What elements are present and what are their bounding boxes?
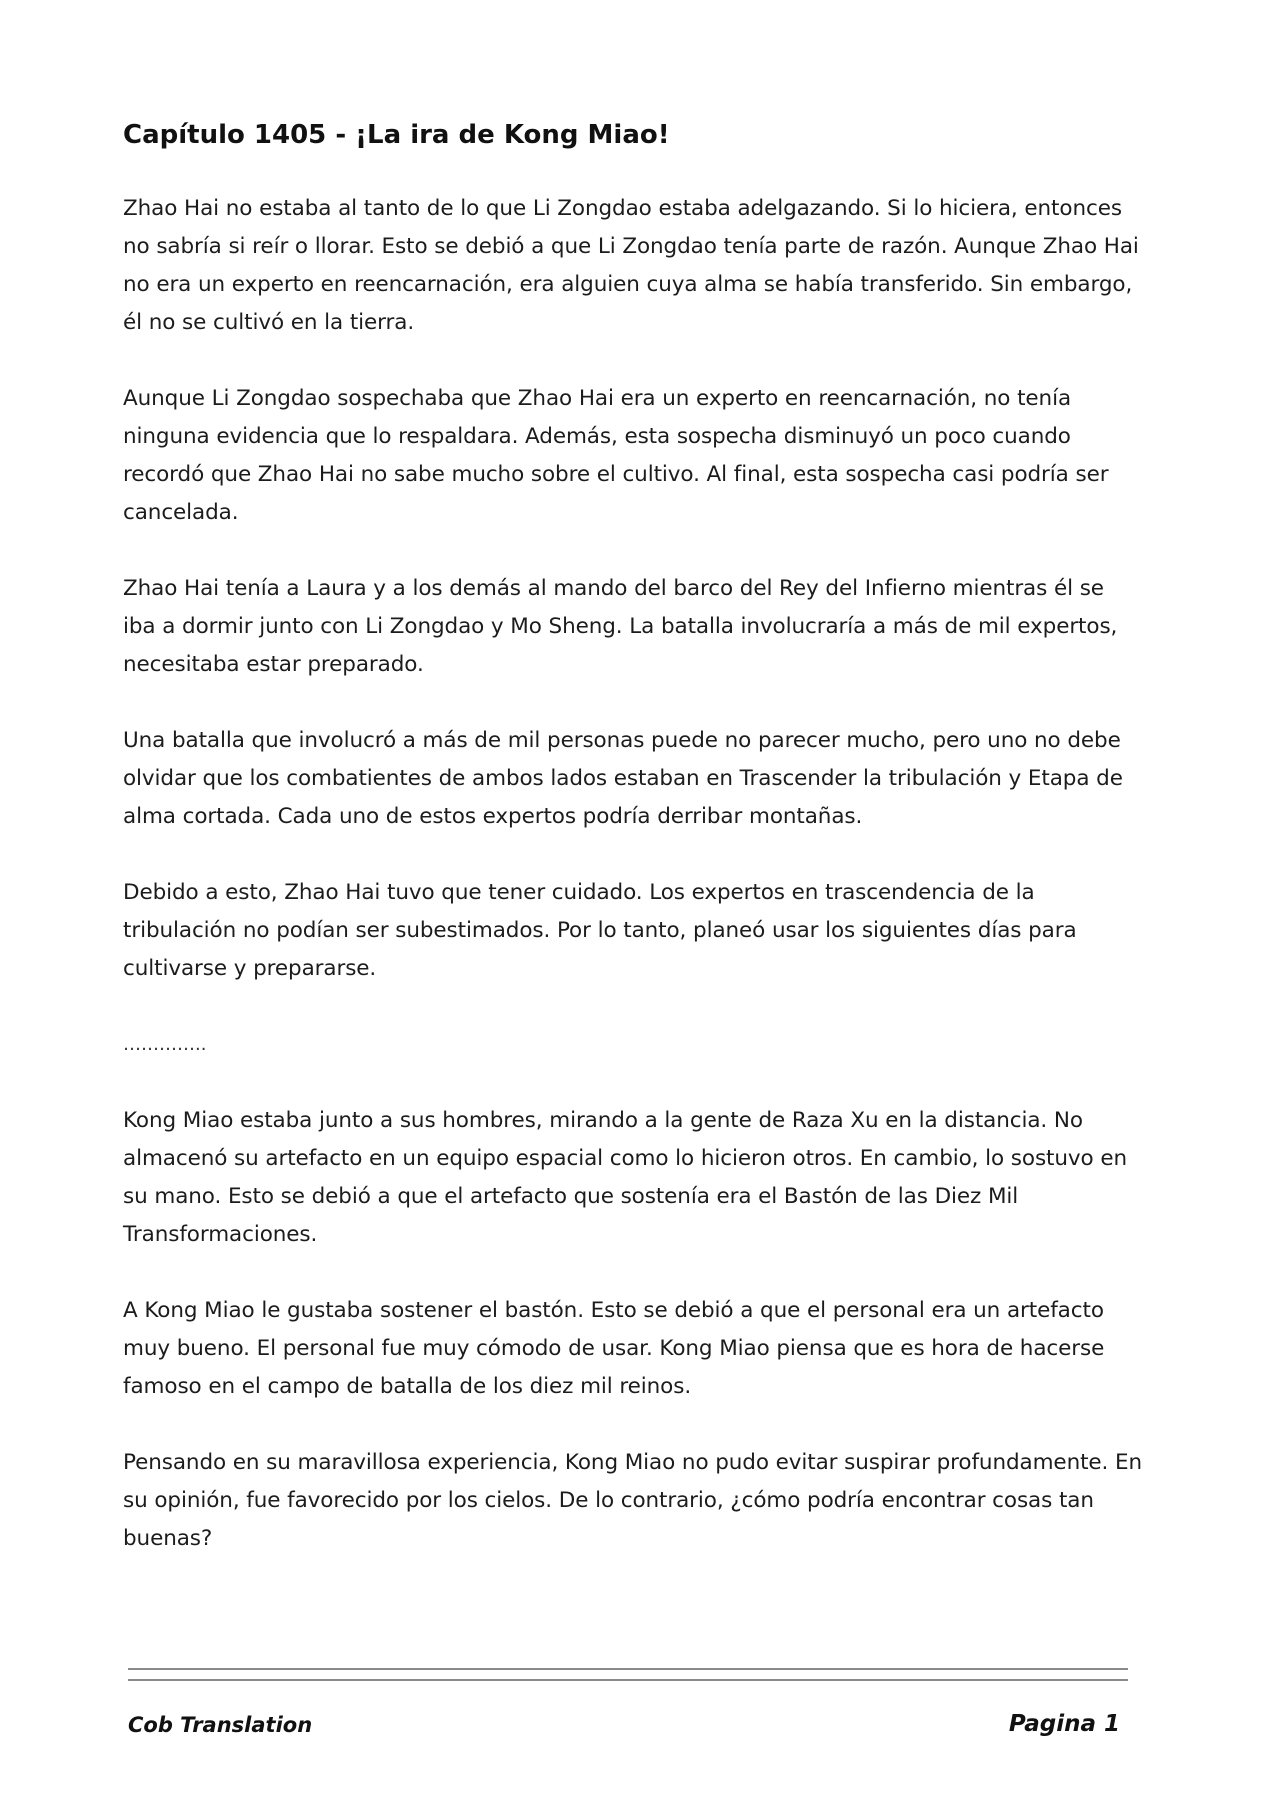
paragraph: Aunque Li Zongdao sospechaba que Zhao Hai era un experto en reencarnación, no tenía ninguna evidencia que lo respaldara. Además, esta sospecha disminuyó un poco cuando recordó que Zhao Hai no sabe mucho sobre el cultivo. Al final, esta sospecha casi podría ser cancelada. [123,386,1109,525]
document-body [123,118,1143,1596]
paragraph: Zhao Hai tenía a Laura y a los demás al mando del barco del Rey del Infierno mientras él se iba a dormir junto con Li Zongdao y Mo Sheng. La batalla involucraría a más de mil expertos, necesitaba estar preparado. [123,576,1118,677]
footer-rule-bottom [128,1679,1128,1681]
paragraph: Debido a esto, Zhao Hai tuvo que tener cuidado. Los expertos en trascendencia de la tribulación no podían ser subestimados. Por lo tanto, planeó usar los siguientes días para cultivarse y prepararse. [123,880,1077,981]
paragraph: Una batalla que involucró a más de mil personas puede no parecer mucho, pero uno no debe olvidar que los combatientes de ambos lados estaban en Trascender la tribulación y Etapa de alma cortada. Cada uno de estos expertos podría derribar montañas. [123,728,1123,829]
footer-translator: Cob Translation [128,1713,313,1737]
footer-rule-top [128,1668,1128,1670]
paragraph: Pensando en su maravillosa experiencia, Kong Miao no pudo evitar suspirar profundamente. En su opinión, fue favorecido por los cielos. De lo contrario, ¿cómo podría encontrar cosas tan buenas? [123,1450,1143,1551]
paragraph: A Kong Miao le gustaba sostener el bastón. Esto se debió a que el personal era un artefacto muy bueno. El personal fue muy cómodo de usar. Kong Miao piensa que es hora de hacerse famoso en el campo de batalla de los diez mil reinos. [123,1298,1105,1399]
footer-divider [128,1668,1128,1690]
section-separator: ………….. [123,1034,207,1055]
footer-page-number: Pagina 1 [1008,1711,1120,1737]
chapter-title: Capítulo 1405 - ¡La ira de Kong Miao! [123,120,670,150]
paragraph: Kong Miao estaba junto a sus hombres, mirando a la gente de Raza Xu en la distancia. No almacenó su artefacto en un equipo espacial como lo hicieron otros. En cambio, lo sostuvo en su mano. Esto se debió a que el artefacto que sostenía era el Bastón de las Diez Mil Transformaciones. [123,1108,1127,1247]
paragraph: Zhao Hai no estaba al tanto de lo que Li Zongdao estaba adelgazando. Si lo hiciera, entonces no sabría si reír o llorar. Esto se debió a que Li Zongdao tenía parte de razón. Aunque Zhao Hai no era un experto en reencarnación, era alguien cuya alma se había transferido. Sin embargo, él no se cultivó en la tierra. [123,196,1139,335]
